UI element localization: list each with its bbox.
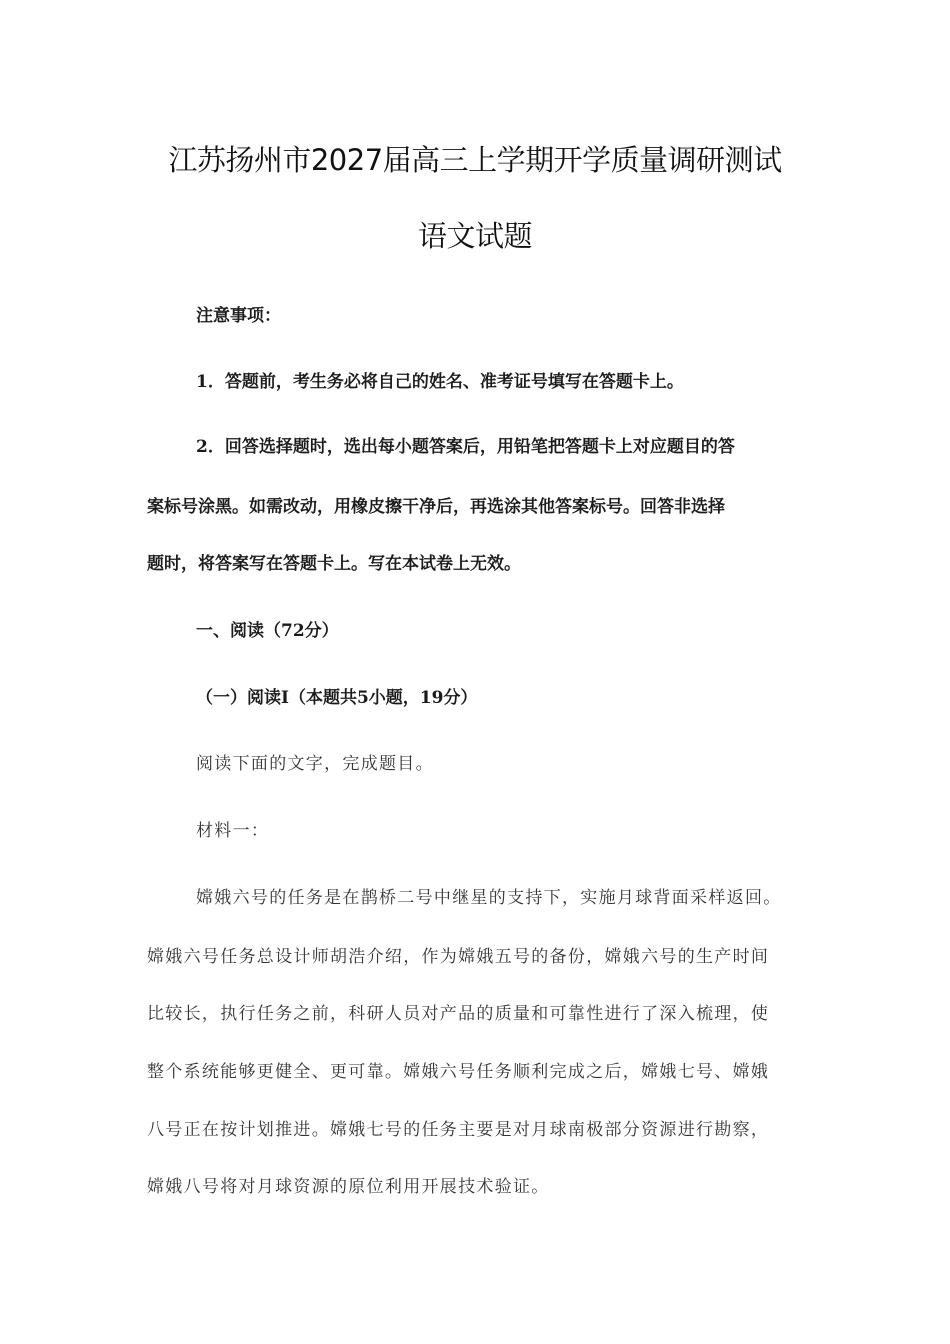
exam-title: 江苏扬州市2027届高三上学期开学质量调研测试 (168, 143, 782, 177)
notice-item-2-line-3: 题时，将答案写在答题卡上。写在本试卷上无效。 (147, 554, 521, 574)
passage-line: 嫦娥八号将对月球资源的原位利用开展技术验证。 (147, 1177, 550, 1197)
passage-line: 八号正在按计划推进。嫦娥七号的任务主要是对月球南极部分资源进行勘察， (147, 1120, 770, 1140)
notice-item-2-line-2: 案标号涂黑。如需改动，用橡皮擦干净后，再选涂其他答案标号。回答非选择 (147, 497, 725, 517)
notice-heading: 注意事项： (196, 306, 281, 326)
section-heading: 一、阅读（72分） (196, 621, 339, 641)
passage-line: 整个系统能够更健全、更可靠。嫦娥六号任务顺利完成之后，嫦娥七号、嫦娥 (147, 1062, 770, 1082)
material-label: 材料一： (196, 821, 270, 841)
passage-line: 嫦娥六号的任务是在鹊桥二号中继星的支持下，实施月球背面采样返回。 (196, 888, 782, 908)
passage-line: 嫦娥六号任务总设计师胡浩介绍，作为嫦娥五号的备份，嫦娥六号的生产时间 (147, 947, 770, 967)
notice-item-2-line-1: 2．回答选择题时，选出每小题答案后，用铅笔把答题卡上对应题目的答 (196, 437, 735, 457)
subsection-heading: （一）阅读Ⅰ（本题共5小题，19分） (196, 688, 478, 708)
passage-line: 比较长，执行任务之前，科研人员对产品的质量和可靠性进行了深入梳理，使 (147, 1004, 770, 1024)
instruction-text: 阅读下面的文字，完成题目。 (196, 754, 434, 774)
exam-subtitle: 语文试题 (417, 219, 532, 253)
notice-item-1: 1．答题前，考生务必将自己的姓名、准考证号填写在答题卡上。 (196, 372, 684, 392)
